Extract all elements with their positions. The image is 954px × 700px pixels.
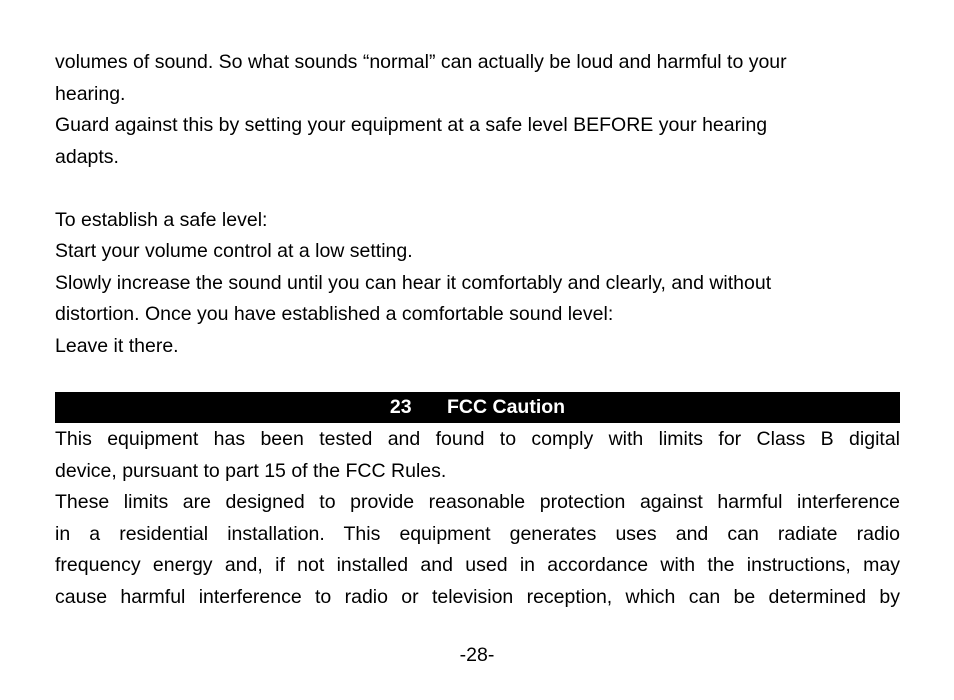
text-line: Slowly increase the sound until you can hear it comfortably and clearly, and without — [55, 271, 772, 294]
intro-paragraph — [55, 47, 900, 173]
text-line: Leave it there. — [55, 334, 179, 357]
text-line: adapts. — [55, 145, 119, 168]
page-number: -28- — [459, 644, 495, 666]
text-line: in a residential installation. This equipment generates uses and can radiate radio — [55, 522, 900, 545]
section-title: FCC Caution — [447, 396, 566, 418]
text-line: cause harmful interference to radio or television reception, which can be determined by — [55, 585, 900, 608]
safe-level-paragraph — [55, 205, 900, 363]
section-number: 23 — [389, 396, 412, 418]
fcc-caution-text — [55, 424, 900, 613]
text-line: This equipment has been tested and found to comply with limits for Class B digital — [55, 428, 900, 450]
section-heading-bar — [55, 392, 900, 423]
text-line: frequency energy and, if not installed and used in accordance with the instructions, may — [55, 554, 900, 576]
text-line: distortion. Once you have established a comfortable sound level: — [55, 303, 614, 325]
text-line: device, pursuant to part 15 of the FCC Rules. — [55, 459, 447, 482]
paragraph-spacer — [55, 173, 900, 205]
text-line: volumes of sound. So what sounds “normal” can actually be loud and harmful to your — [55, 51, 787, 73]
text-line: hearing. — [55, 82, 126, 105]
text-line: To establish a safe level: — [55, 208, 268, 231]
document-body — [55, 47, 900, 362]
text-line: Start your volume control at a low setting. — [55, 240, 413, 262]
text-line: These limits are designed to provide reasonable protection against harmful interference — [55, 491, 900, 513]
text-line: Guard against this by setting your equipment at a safe level BEFORE your hearing — [55, 114, 768, 136]
